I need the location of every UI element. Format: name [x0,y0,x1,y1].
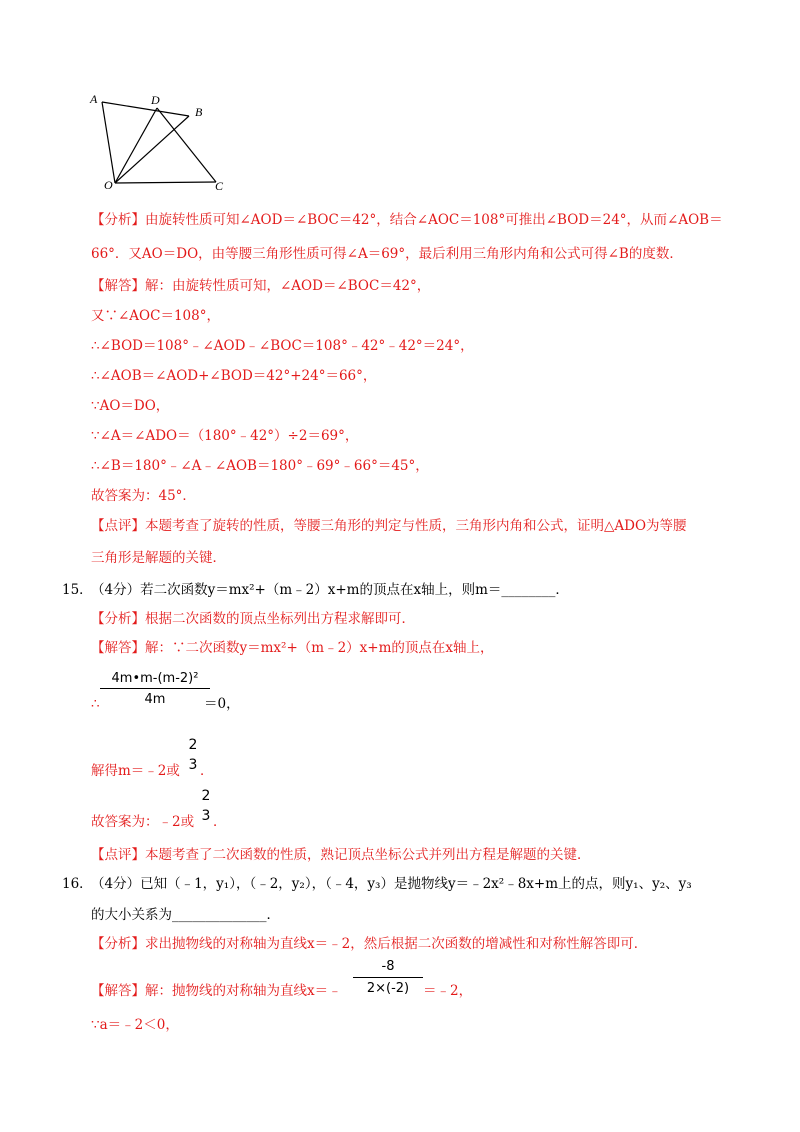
q16-answer-numerator: -8 [381,959,395,974]
q15-eq-zero: ＝0， [204,696,240,712]
q15-solve-prefix: 解得m＝﹣2或 [91,763,180,779]
q15-answer-line-1: 【解答】解：∵二次函数y＝mx²+（m﹣2）x+m的顶点在x轴上， [91,640,494,656]
q15-final-numerator: 2 [201,788,211,804]
geometry-figure [85,90,245,190]
q16-stem-line-1: （4分）已知（﹣1，y₁），（﹣2，y₂），（﹣4，y₃）是抛物线y＝﹣2x²﹣8x+m上的点，则y₁、y₂、y₃ [91,876,692,892]
q14-comment-line-2: 三角形是解题的关键． [91,550,226,566]
q15-solve-numerator: 2 [188,737,198,753]
q16-answer-prefix: 【解答】解：抛物线的对称轴为直线x＝﹣ [91,983,342,999]
q15-analysis: 【分析】根据二次函数的顶点坐标列出方程求解即可． [91,611,415,627]
q16-analysis: 【分析】求出抛物线的对称轴为直线x＝﹣2，然后根据二次函数的增减性和对称性解答即可． [91,936,648,952]
q14-answer-line-8: 故答案为：45°． [91,488,196,504]
q15-fraction-bar [100,688,210,689]
q15-stem: （4分）若二次函数y＝mx²+（m﹣2）x+m的顶点在x轴上，则m＝________． [91,582,569,598]
q14-answer-line-3: ∴∠BOD＝108°﹣∠AOD﹣∠BOC＝108°﹣42°﹣42°＝24°， [91,338,474,354]
q16-number: 16． [62,876,93,892]
q16-stem-line-2: 的大小关系为______________． [91,907,280,923]
q14-answer-line-6: ∵∠A＝∠ADO＝（180°﹣42°）÷2＝69°， [91,428,359,444]
q15-comment: 【点评】本题考查了二次函数的性质，熟记顶点坐标公式并列出方程是解题的关键． [91,847,591,863]
q15-final-denominator: 3 [201,808,211,824]
label-C: C [215,179,224,190]
label-B: B [195,105,203,119]
q15-fraction-numerator: 4m•m-(m-2)² [111,671,199,686]
q16-answer-fraction-bar [353,977,423,978]
q15-therefore: ∴ [91,696,100,712]
q16-answer-suffix: ＝﹣2， [423,983,473,999]
q14-analysis-line-1: 【分析】由旋转性质可知∠AOD＝∠BOC＝42°，结合∠AOC＝108°可推出∠BOD＝24°，从而∠AOB＝ [91,212,723,228]
q15-final-suffix: ． [213,814,227,830]
q16-answer-line-2: ∵a＝﹣2＜0， [91,1017,179,1033]
label-A: A [90,92,98,106]
label-O: O [104,178,113,190]
q15-solve-denominator: 3 [188,757,198,773]
q15-fraction-denominator: 4m [144,692,166,707]
q14-analysis-line-2: 66°．又AO＝DO，由等腰三角形性质可得∠A＝69°，最后利用三角形内角和公式可得∠B的度数． [91,246,683,262]
q16-answer-denominator: 2×(-2) [366,981,410,996]
q14-answer-line-5: ∵AO＝DO， [91,398,170,414]
q14-answer-line-4: ∴∠AOB＝∠AOD+∠BOD＝42°+24°＝66°， [91,368,377,384]
q14-answer-line-1: 【解答】解：由旋转性质可知，∠AOD＝∠BOC＝42°， [91,278,431,294]
q15-solve-suffix: ． [200,763,214,779]
q15-number: 15． [62,582,93,598]
label-D: D [151,93,160,107]
q14-answer-line-2: 又∵∠AOC＝108°， [91,308,220,324]
q15-final-prefix: 故答案为：﹣2或 [91,814,195,830]
q14-answer-line-7: ∴∠B＝180°﹣∠A﹣∠AOB＝180°﹣69°﹣66°＝45°， [91,458,429,474]
q14-comment-line-1: 【点评】本题考查了旋转的性质，等腰三角形的判定与性质，三角形内角和公式，证明△ADO为等腰 [91,518,687,534]
